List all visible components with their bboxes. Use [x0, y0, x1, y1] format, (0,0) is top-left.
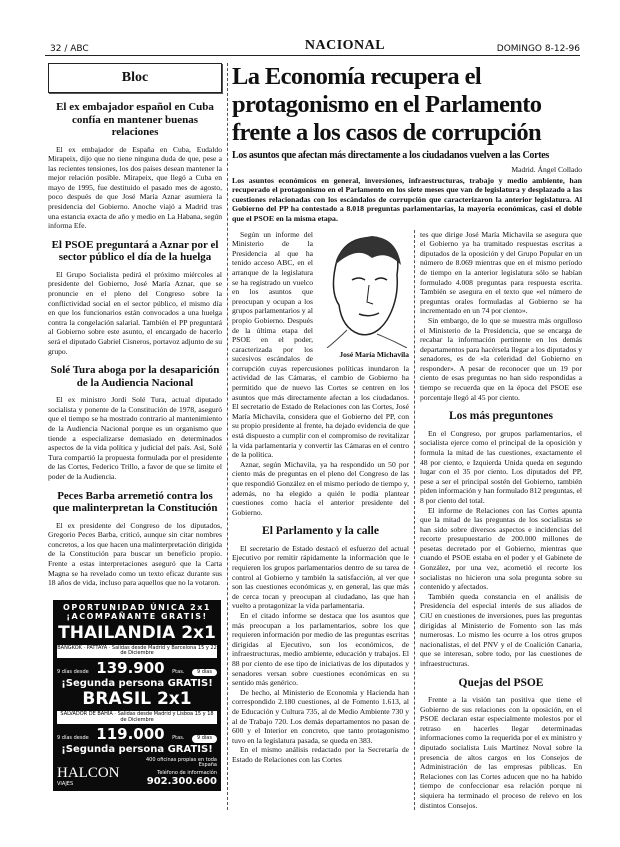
article-subheadline: Los asuntos que afectan más directamente a los ciudadanos vuelven a las Cortes [232, 150, 549, 161]
column-divider [414, 230, 415, 811]
ad-phone-label: Teléfono de información [157, 769, 217, 776]
ad-band: SALVADOR DE BAHÍA · Salidas desde Madrid y Lisboa 15 y 18 de Diciembre [57, 711, 217, 724]
article-paragraph: tes que dirige José María Michavila se asegura que el Gobierno ya ha tramitado respuestas escritas a diputados de la oposición y del Grupo Popular en un número de 8.069 mientras que en el mismo período de tiempo en la anterior legislatura sólo se habían formulado 4.008 preguntas para respuesta escrita. También se asegura en el texto que «el número de preguntas orales formuladas al Gobierno se ha incrementado en un 74 por ciento». [420, 229, 582, 316]
page-header [0, 0, 620, 56]
ad-price-unit: Ptas. [172, 668, 185, 675]
portrait-figure [317, 230, 409, 360]
bloc-headline: El PSOE preguntará a Aznar por el sector público el día de la huelga [51, 238, 219, 264]
bloc-body: El ex embajador de España en Cuba, Eudaldo Mirapeix, dijo que no tiene ninguna duda de que, pese a las recientes tensiones, los dos países desean mantener la mejor relación posible. Mirapeix, que llegó a Cuba en mayo de 1995, fue destituido el pasado mes de agosto, poco después de que José María Aznar asumiera la presidencia del Gobierno. Anoche viajó a Madrid tras una estancia exacta de año y medio en La Habana, según informa Efe. [48, 144, 222, 231]
ad-price-label: 9 días desde [57, 735, 89, 742]
article-paragraph: Sin embargo, de lo que se muestra más orgulloso el Ministerio de la Presidencia, que se encarga de recabar la información pertinente en los demás departamentos para hacérsela llegar a los diputados y senadores, es de «la celeridad del Gobierno en responder». A pesar de reconocer que un 19 por ciento de esas preguntas no han sido respondidas a tiempo se recuerda que en la época del PSOE ese porcentaje llegó al 45 por ciento. [420, 315, 582, 402]
article-paragraph: En el citado informe se destaca que los asuntos que más preocupan a los parlamentarios, sobre los que requieren información por medio de las preguntas escritas dirigidas al Ejecutivo, son los económicos, de infraestructuras, medio ambiente, educación y trabajos. El 88 por ciento de ese tipo de iniciativas de los diputados y senadores versan sobre cuestiones económicas en su sentido más genérico. [232, 611, 409, 688]
ad-price-label: 9 días desde [57, 668, 89, 675]
ad-price-unit: Ptas. [172, 735, 185, 742]
article-paragraph: El secretario de Estado destacó el esfuerzo del actual Ejecutivo por remitir rápidamente la información que le requieren los grupos parlamentarios dentro de su tarea de control al Gobierno y también la satisfacción, al ver que son las cuestiones económicas y, en general, las que más de cerca tocan y preocupan al ciudadano, las que han vuelto a protagonizar la vida parlamentaria. [232, 543, 409, 611]
ad-agencies: 400 oficinas propias en toda España [146, 756, 217, 769]
article-headline: La Economía recupera el protagonismo en el Parlamento frente a los casos de corrupción [232, 63, 542, 146]
article-paragraph: Frente a la visión tan positiva que tiene el Gobierno de sus relaciones con la oposición, en el PSOE declaran estar especialmente molestos por el retraso en hacerles llegar determinadas informaciones como la requerida por el ex ministro y diputado socialista Luis Martínez Noval sobre la presencia de altos cargos en los Consejos de Administración de las empresas públicas. En Relaciones con las Cortes aducen que no ha habido tiempo de confeccionar esa relación porque ni siquiera ha terminado el proceso de relevo en los distintos Consejos. [420, 695, 582, 810]
bloc-headline: Solé Tura aboga por la desaparición de la Audiencia Nacional [50, 364, 220, 389]
page-body [0, 56, 620, 820]
bloc-item [48, 101, 222, 231]
bloc-column [48, 63, 222, 791]
ad-price: 139.900 [96, 658, 165, 677]
travel-advertisement[interactable] [53, 600, 221, 791]
ad-offer: OPORTUNIDAD ÚNICA 2x1 [63, 602, 211, 612]
article-columns [232, 230, 582, 811]
ad-promo: ¡Segunda persona GRATIS! [61, 743, 213, 755]
article-paragraph: De hecho, al Ministerio de Economía y Hacienda han correspondido 2.180 cuestiones, al de Fomento 1.613, al de Educación y Cultura 735, al de Medio Ambiente 730 y al de Trabajo 720. Los demás departamentos no pasan de 600 y el Interior en concreto, que tanto protagonismo tuvo en la legislatura pasada, se queda en 383. [232, 687, 409, 745]
column-divider [227, 63, 228, 810]
bloc-item [48, 364, 222, 481]
ad-price: 119.000 [96, 725, 165, 744]
article-paragraph: Aznar, según Michavila, ya ha respondido un 50 por ciento más de preguntas en el pleno del Congreso de las que respondió González en el mismo período de tiempo y, además, no ha elegido a quién le podía plantear cuestiones como hacía el anterior presidente del Gobierno. [232, 459, 409, 517]
bloc-headline: Peces Barba arremetió contra los que malinterpretan la Constitución [52, 489, 218, 515]
photo-caption: José María Michavila [339, 349, 409, 359]
portrait-illustration [317, 230, 409, 348]
bloc-item [48, 239, 222, 356]
article-lead: Los asuntos económicos en general, inversiones, infraestructuras, trabajo y medio ambiente, han recuperado el protagonismo en el Parlamento en los siete meses que van de legislatura y desplazado a las cuestiones relacionadas con los escándalos de corrupción que caracterizaron la anterior legislatura. Al Gobierno del PP ha contestado a 8.018 preguntas parlamentarias, la mayoría económicas, casi el doble que el PSOE en la misma etapa. [232, 175, 582, 223]
page-date: DOMINGO 8-12-96 [496, 44, 580, 54]
halcon-logo: HALCON [57, 765, 120, 782]
halcon-logo-sub: VIAJES [57, 780, 74, 787]
bloc-body: El Grupo Socialista pedirá el próximo miércoles al presidente del Gobierno, José María Aznar, que se pronuncie en el pleno del Congreso sobre la conflictividad social en el sector público, el mismo día en que los funcionarios están convocados a una huelga contra la congelación salarial. También el PP preguntará al Gobierno sobre este asunto, el encargado de hacerlo será el diputado Gabriel Cisneros, portavoz adjunto de su grupo. [48, 269, 222, 356]
bloc-title: Bloc [48, 63, 222, 93]
ad-band: BANGKOK · PATTAYA · Salidas desde Madrid y Barcelona 15 y 22 de Diciembre [57, 644, 217, 657]
ad-tag: 9 días [192, 669, 217, 677]
bloc-item [48, 490, 222, 588]
ad-phone: 902.300.600 [146, 776, 217, 788]
ad-destination-brasil: BRASIL 2x1 [82, 689, 192, 710]
article-column-2 [420, 230, 582, 811]
bloc-body: El ex ministro Jordi Solé Tura, actual diputado socialista y ponente de la Constitución de 1978, aseguró que el tiempo se ha mostrado contrario al mantenimiento de la Audiencia Nacional porque es un organismo que tiende a especializarse demasiado en determinados aspectos de la vida política y judicial del país. Así, Solé Tura compartió la propuesta formulada por el presidente de las Cortes, Federico Trillo, a favor de que se limite el poder de la Audiencia. [48, 395, 222, 481]
ad-promo: ¡Segunda persona GRATIS! [61, 678, 213, 690]
subsection-heading: Quejas del PSOE [458, 676, 544, 689]
ad-destination-thailand: THAILANDIA 2x1 [58, 623, 216, 644]
ad-tag: 9 días [192, 735, 217, 743]
header-rule [45, 55, 580, 56]
section-title: NACIONAL [304, 38, 386, 53]
article-paragraph: En el Congreso, por grupos parlamentarios, el socialista ejerce como el principal de la oposición y formula la mitad de las cuestiones, exactamente el 48 por ciento, e Izquierda Unida queda en segundo lugar con el 35 por ciento. Los diputados del PP, pese a ser el principal sostén del Gobierno, también piden información y han formulado 812 preguntas, el 8 por ciento del total. [420, 428, 582, 505]
subsection-heading: El Parlamento y la calle [262, 525, 379, 538]
subsection-heading: Los más preguntones [449, 410, 553, 423]
main-article [232, 63, 582, 810]
article-paragraph: Según un informe del Ministerio de la Presidencia al que ha tenido acceso ABC, en el arranque de la legislatura se ha registrado un vuelco en los asuntos que preocupan y ocupan a los grupos parlamentarios y al propio Gobierno. Después de la última etapa del PSOE en el poder, caracterizada por los sucesivos escándalos de corrupción cuyas repercusiones políticas inundaron la actividad de las Cámaras, el cambio de Gobierno ha permitido que de nuevo las Cortes se centren en los asuntos que más directamente afectan a los ciudadanos. El secretario de Estado de Relaciones con las Cortes, José María Michavila, considera que el Gobierno del PP, con su propio presidente al frente, ha dejado evidencia de que está dispuesto a cumplir con el compromiso de revitalizar la vida parlamentaria y convertir las Cámaras en el centro de la política. [232, 229, 409, 460]
article-paragraph: También queda constancia en el análisis de Presidencia del especial interés de sus aliados de CiU en cuestiones de inversiones, pues las preguntas dirigidas al Ministerio de Fomento son las más numerosas. Lo mismo les ocurre a los otros grupos nacionalistas, el del PNV y el de Coalición Canaria, que se interesan, sobre todo, por las cuestiones de infraestructuras. [420, 591, 582, 668]
article-column-1 [232, 230, 409, 765]
bloc-headline: El ex embajador español en Cuba confía en mantener buenas relaciones [56, 101, 214, 138]
article-paragraph: En el mismo análisis redactado por la Secretaría de Estado de Relaciones con las Cortes [232, 745, 409, 764]
page-number: 32 / ABC [50, 44, 89, 54]
bloc-body: El ex presidente del Congreso de los diputados, Gregorio Peces Barba, criticó, aunque sin citar nombres concretos, a los que hacen una malinterpretación dirigida de la Constitución para buscar un beneficio propio. Frente a estas interpretaciones aseguró que la Carta Magna se ha revelado como un texto eficaz durante sus 18 años de vida, incluso para aquellos que no la votaron. [48, 520, 222, 588]
article-byline: Madrid. Ángel Collado [511, 165, 582, 174]
ad-companion: ¡ACOMPAÑANTE GRATIS! [66, 612, 208, 622]
article-paragraph: El informe de Relaciones con las Cortes apunta que la mitad de las preguntas de los socialistas se han sido sobre diversos aspectos e incidencias del recorte presupuestario de 200.000 millones de pesetas decretado por el Gobierno, mientras que cuando el PSOE estaba en el poder y el Gabinete de González, por una vez, acometió el recorte los socialistas no hicieron una sola pregunta sobre su contenido y afectados. [420, 505, 582, 592]
